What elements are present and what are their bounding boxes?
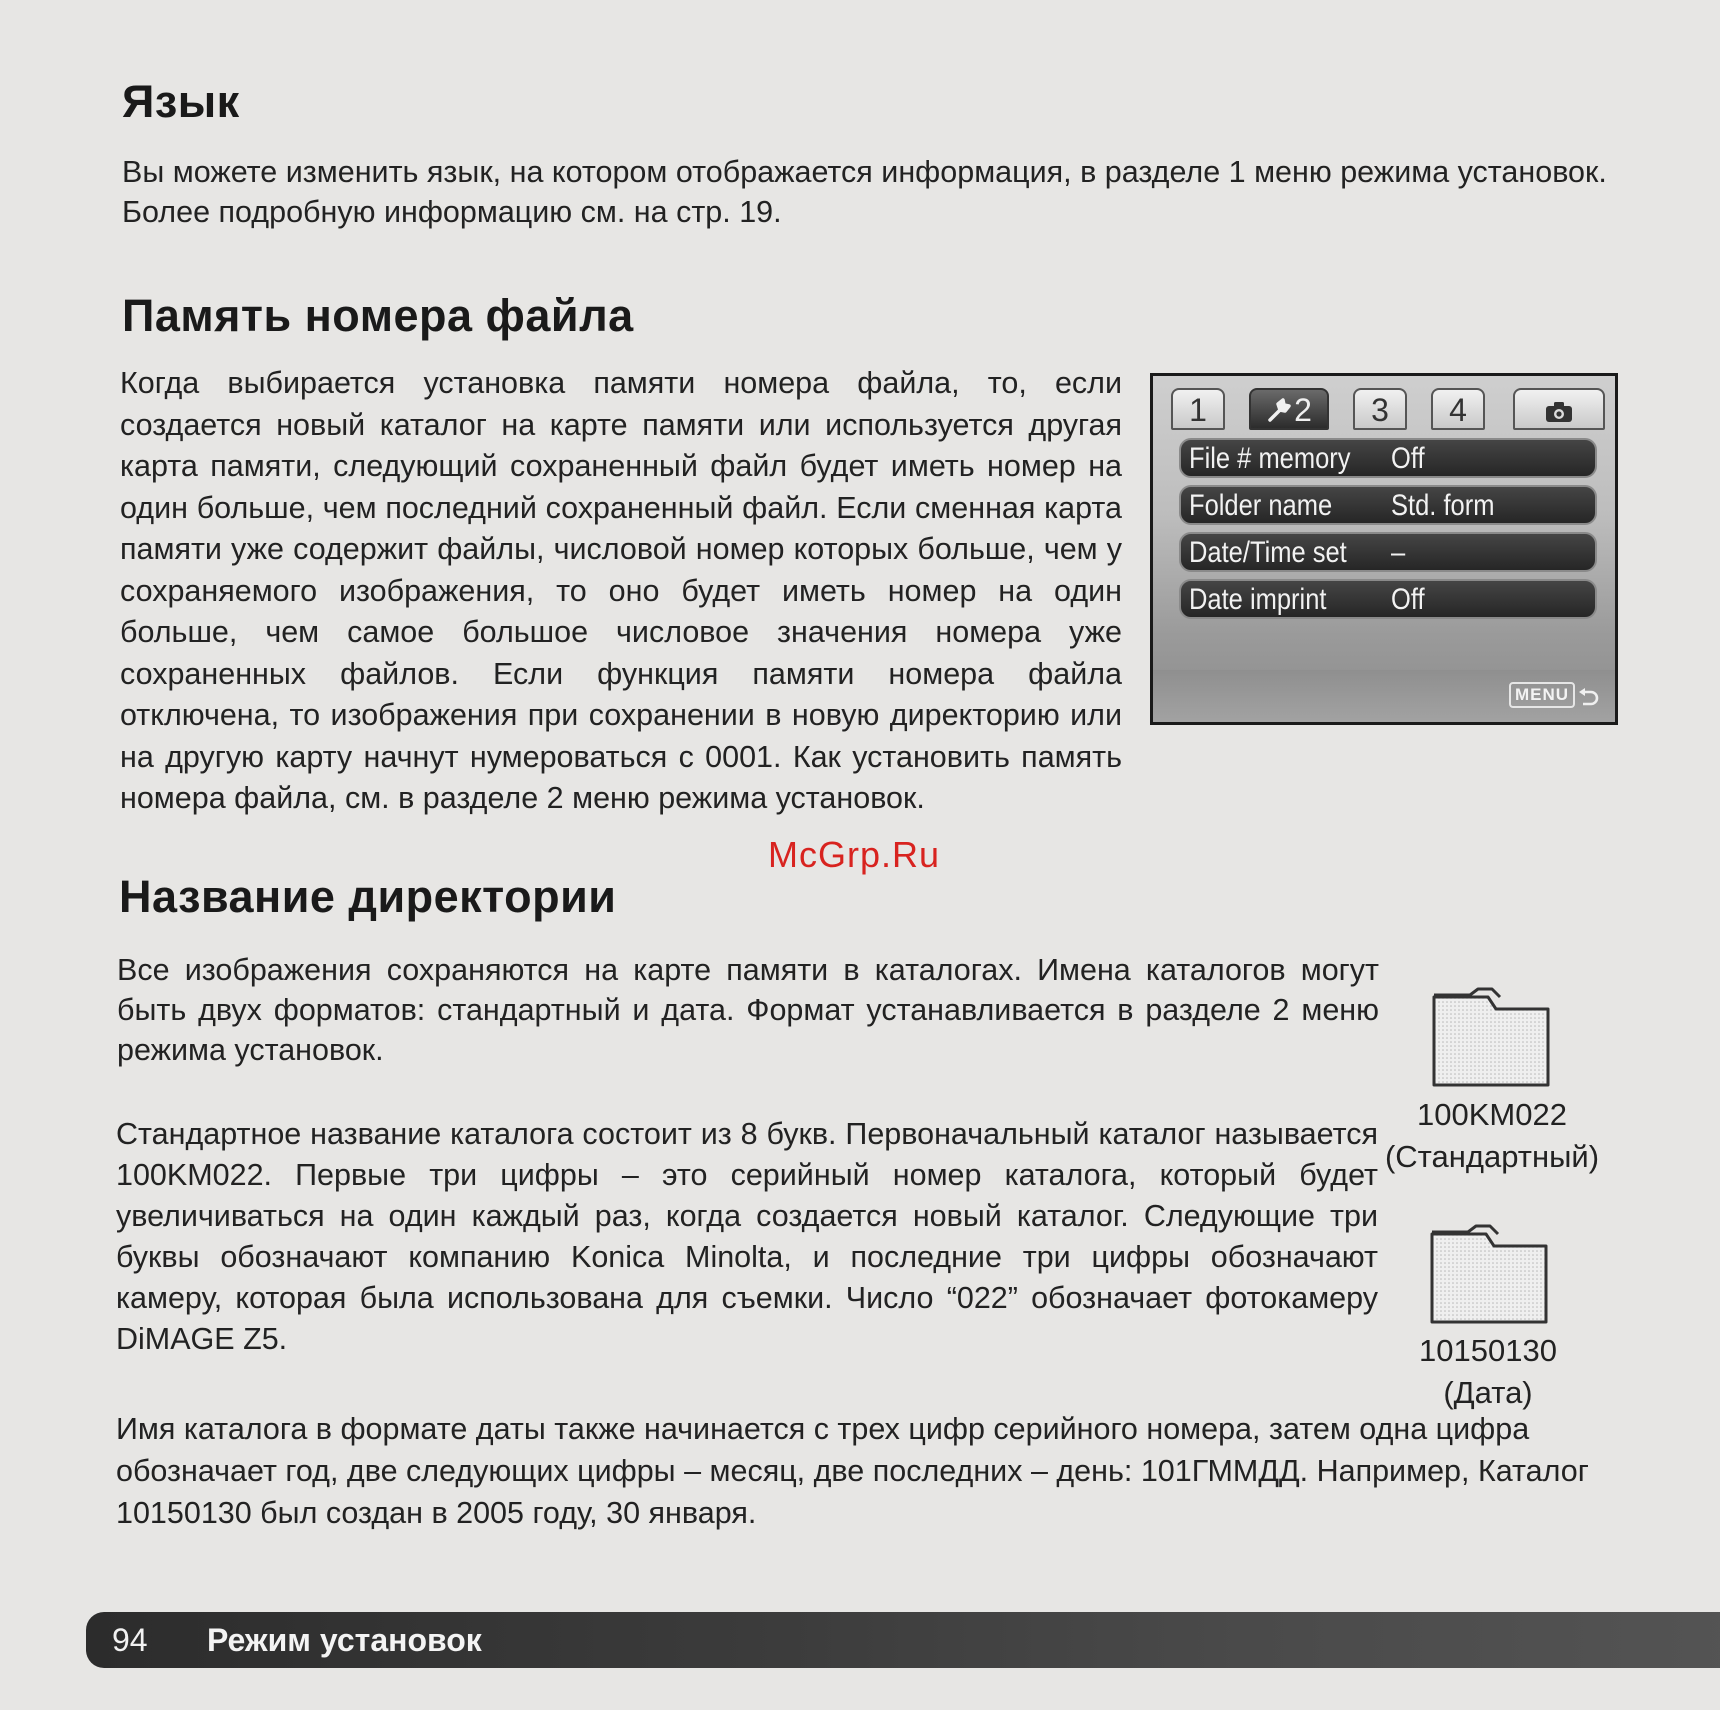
tab-3[interactable]: 3: [1353, 388, 1407, 430]
camera-icon: [1544, 393, 1574, 433]
menu-row-date-time-set[interactable]: [1179, 532, 1597, 572]
language-body: Вы можете изменить язык, на котором отображается информация, в разделе 1 меню режима установок. Более подробную информацию см. на стр. 19.: [122, 155, 1607, 229]
folder-name-paragraph-2: Стандартное название каталога состоит из 8 букв. Первоначальный каталог называется 100KM022. Первые три цифры – это серийный номер каталога, который будет увеличиваться на один каждый раз, когда создается новый каталог. Следующие три буквы обозначают компанию Konica Minolta, и последние три цифры обозначают камеру, которая была использована для съемки. Число “022” обозначает фотокамеру DiMAGE Z5.: [116, 1117, 1378, 1356]
folder-std-name: 100KM022: [1417, 1097, 1567, 1132]
menu-row-value: –: [1391, 536, 1406, 569]
folder-date-caption: [1358, 1330, 1618, 1414]
footer-section-title: Режим установок: [207, 1622, 482, 1658]
folder-name-paragraph-1: Все изображения сохраняются на карте памяти в каталогах. Имена каталогов могут быть двух форматов: стандартный и дата. Формат устанавливается в разделе 2 меню режима установок.: [117, 953, 1379, 1067]
menu-row-folder-name[interactable]: [1179, 485, 1597, 525]
folder-date-type: (Дата): [1443, 1375, 1533, 1410]
menu-tabs: [1171, 388, 1597, 432]
heading-folder-name: Название директории: [119, 871, 617, 922]
menu-row-label: Date imprint: [1189, 583, 1327, 616]
file-memory-body: Когда выбирается установка памяти номера файла, то, если создается новый каталог на карте памяти или используется другая карта памяти, следующий сохраненный файл будет иметь номер на один больше, чем последний сохраненный файл. Если сменная карта памяти уже содержит файлы, числовой номер которых больше, чем у сохраняемого изображения, то оно будет иметь номер на один больше, чем самое большое числовое значения номера уже сохраненных файлов. Если функция памяти номера файла отключена, то изображения при сохранении в новую директорию или на другую карту начнут нумероваться с 0001. Как установить память номера файла, см. в разделе 2 меню режима установок.: [120, 366, 1122, 815]
folder-std-caption: [1362, 1094, 1622, 1178]
watermark: McGrp.Ru: [768, 834, 941, 875]
menu-row-value: Off: [1391, 583, 1425, 616]
folder-icon: [1428, 1222, 1552, 1328]
menu-row-value: Off: [1391, 442, 1425, 475]
camera-menu-screen: [1150, 373, 1618, 725]
tab-1[interactable]: 1: [1171, 388, 1225, 430]
menu-row-label: Folder name: [1189, 489, 1333, 522]
folder-std-type: (Стандартный): [1384, 1139, 1600, 1174]
menu-row-date-imprint[interactable]: [1179, 579, 1597, 619]
heading-file-memory: Память номера файла: [122, 290, 634, 341]
menu-row-label: File # memory: [1189, 442, 1351, 475]
return-icon: [1577, 686, 1601, 710]
folder-date-name: 10150130: [1419, 1333, 1557, 1368]
tab-2-label: 2: [1294, 392, 1312, 428]
folder-name-paragraph-3: Имя каталога в формате даты также начинается с трех цифр серийного номера, затем одна цифра обозначает год, две следующих цифры – месяц, две последних – день: 101ГММДД. Например, Каталог 10150130 был создан в 2005 году, 30 января.: [116, 1412, 1589, 1530]
tab-4[interactable]: 4: [1431, 388, 1485, 430]
heading-language: Язык: [122, 76, 240, 127]
folder-icon: [1430, 985, 1554, 1091]
tab-camera[interactable]: [1513, 388, 1605, 430]
page-number: 94: [112, 1622, 148, 1658]
wrench-icon: [1266, 393, 1292, 433]
tab-2[interactable]: [1249, 388, 1329, 430]
menu-row-file-memory[interactable]: [1179, 438, 1597, 478]
menu-row-value: Std. form: [1391, 489, 1495, 522]
menu-row-label: Date/Time set: [1189, 536, 1347, 569]
menu-key-icon: MENU: [1509, 682, 1575, 708]
